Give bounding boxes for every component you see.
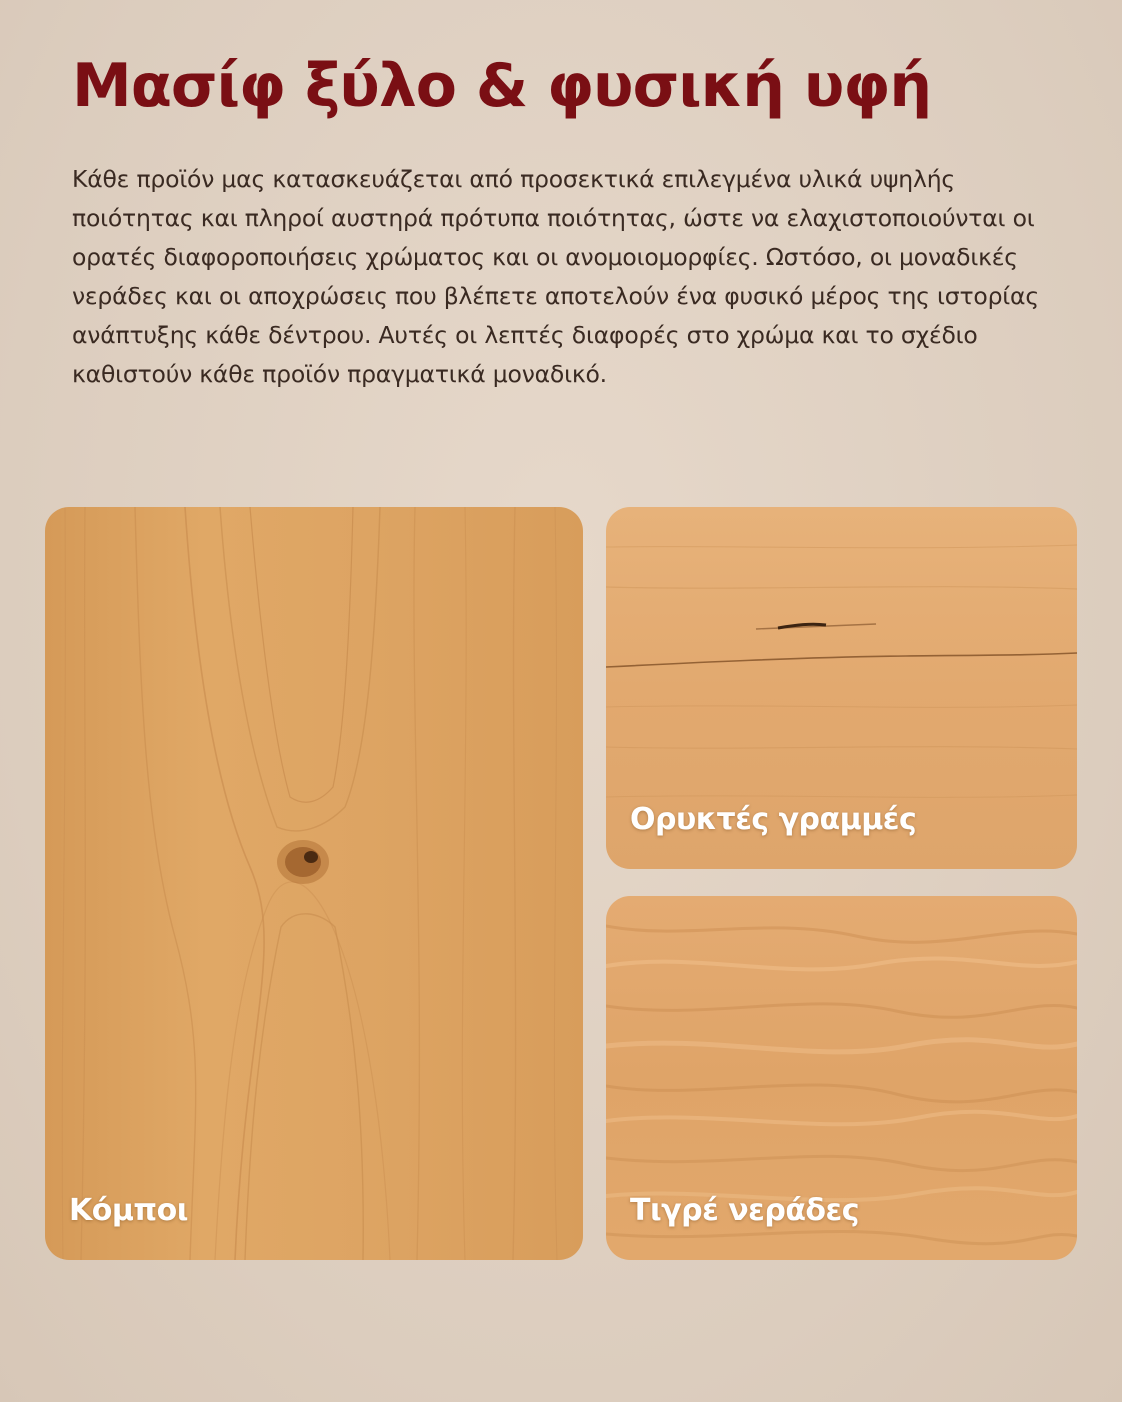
mineral-lines-label: Ορυκτές γραμμές (630, 802, 917, 837)
wood-grain-knot-texture (45, 507, 583, 1260)
wood-knots-image (45, 507, 583, 1260)
knots-label: Κόμποι (69, 1193, 188, 1228)
mineral-lines-image (606, 507, 1077, 869)
tiger-flakes-image (606, 896, 1077, 1260)
page-title: Μασίφ ξύλο & φυσική υφή (72, 51, 932, 121)
tiger-flakes-label: Τιγρέ νεράδες (630, 1193, 860, 1228)
intro-paragraph: Κάθε προϊόν μας κατασκευάζεται από προσεκτικά επιλεγμένα υλικά υψηλής ποιότητας και πληροί αυστηρά πρότυπα ποιότητας, ώστε να ελαχιστοποιούνται οι ορατές διαφοροποιήσεις χρώματος και οι ανομοιομορφίες. Ωστόσο, οι μοναδικές νεράδες και οι αποχρώσεις που βλέπετε αποτελούν ένα φυσικό μέρος της ιστορίας ανάπτυξης κάθε δέντρου. Αυτές οι λεπτές διαφορές στο χρώμα και το σχέδιο καθιστούν κάθε προϊόν πραγματικά μοναδικό. (72, 165, 1039, 388)
